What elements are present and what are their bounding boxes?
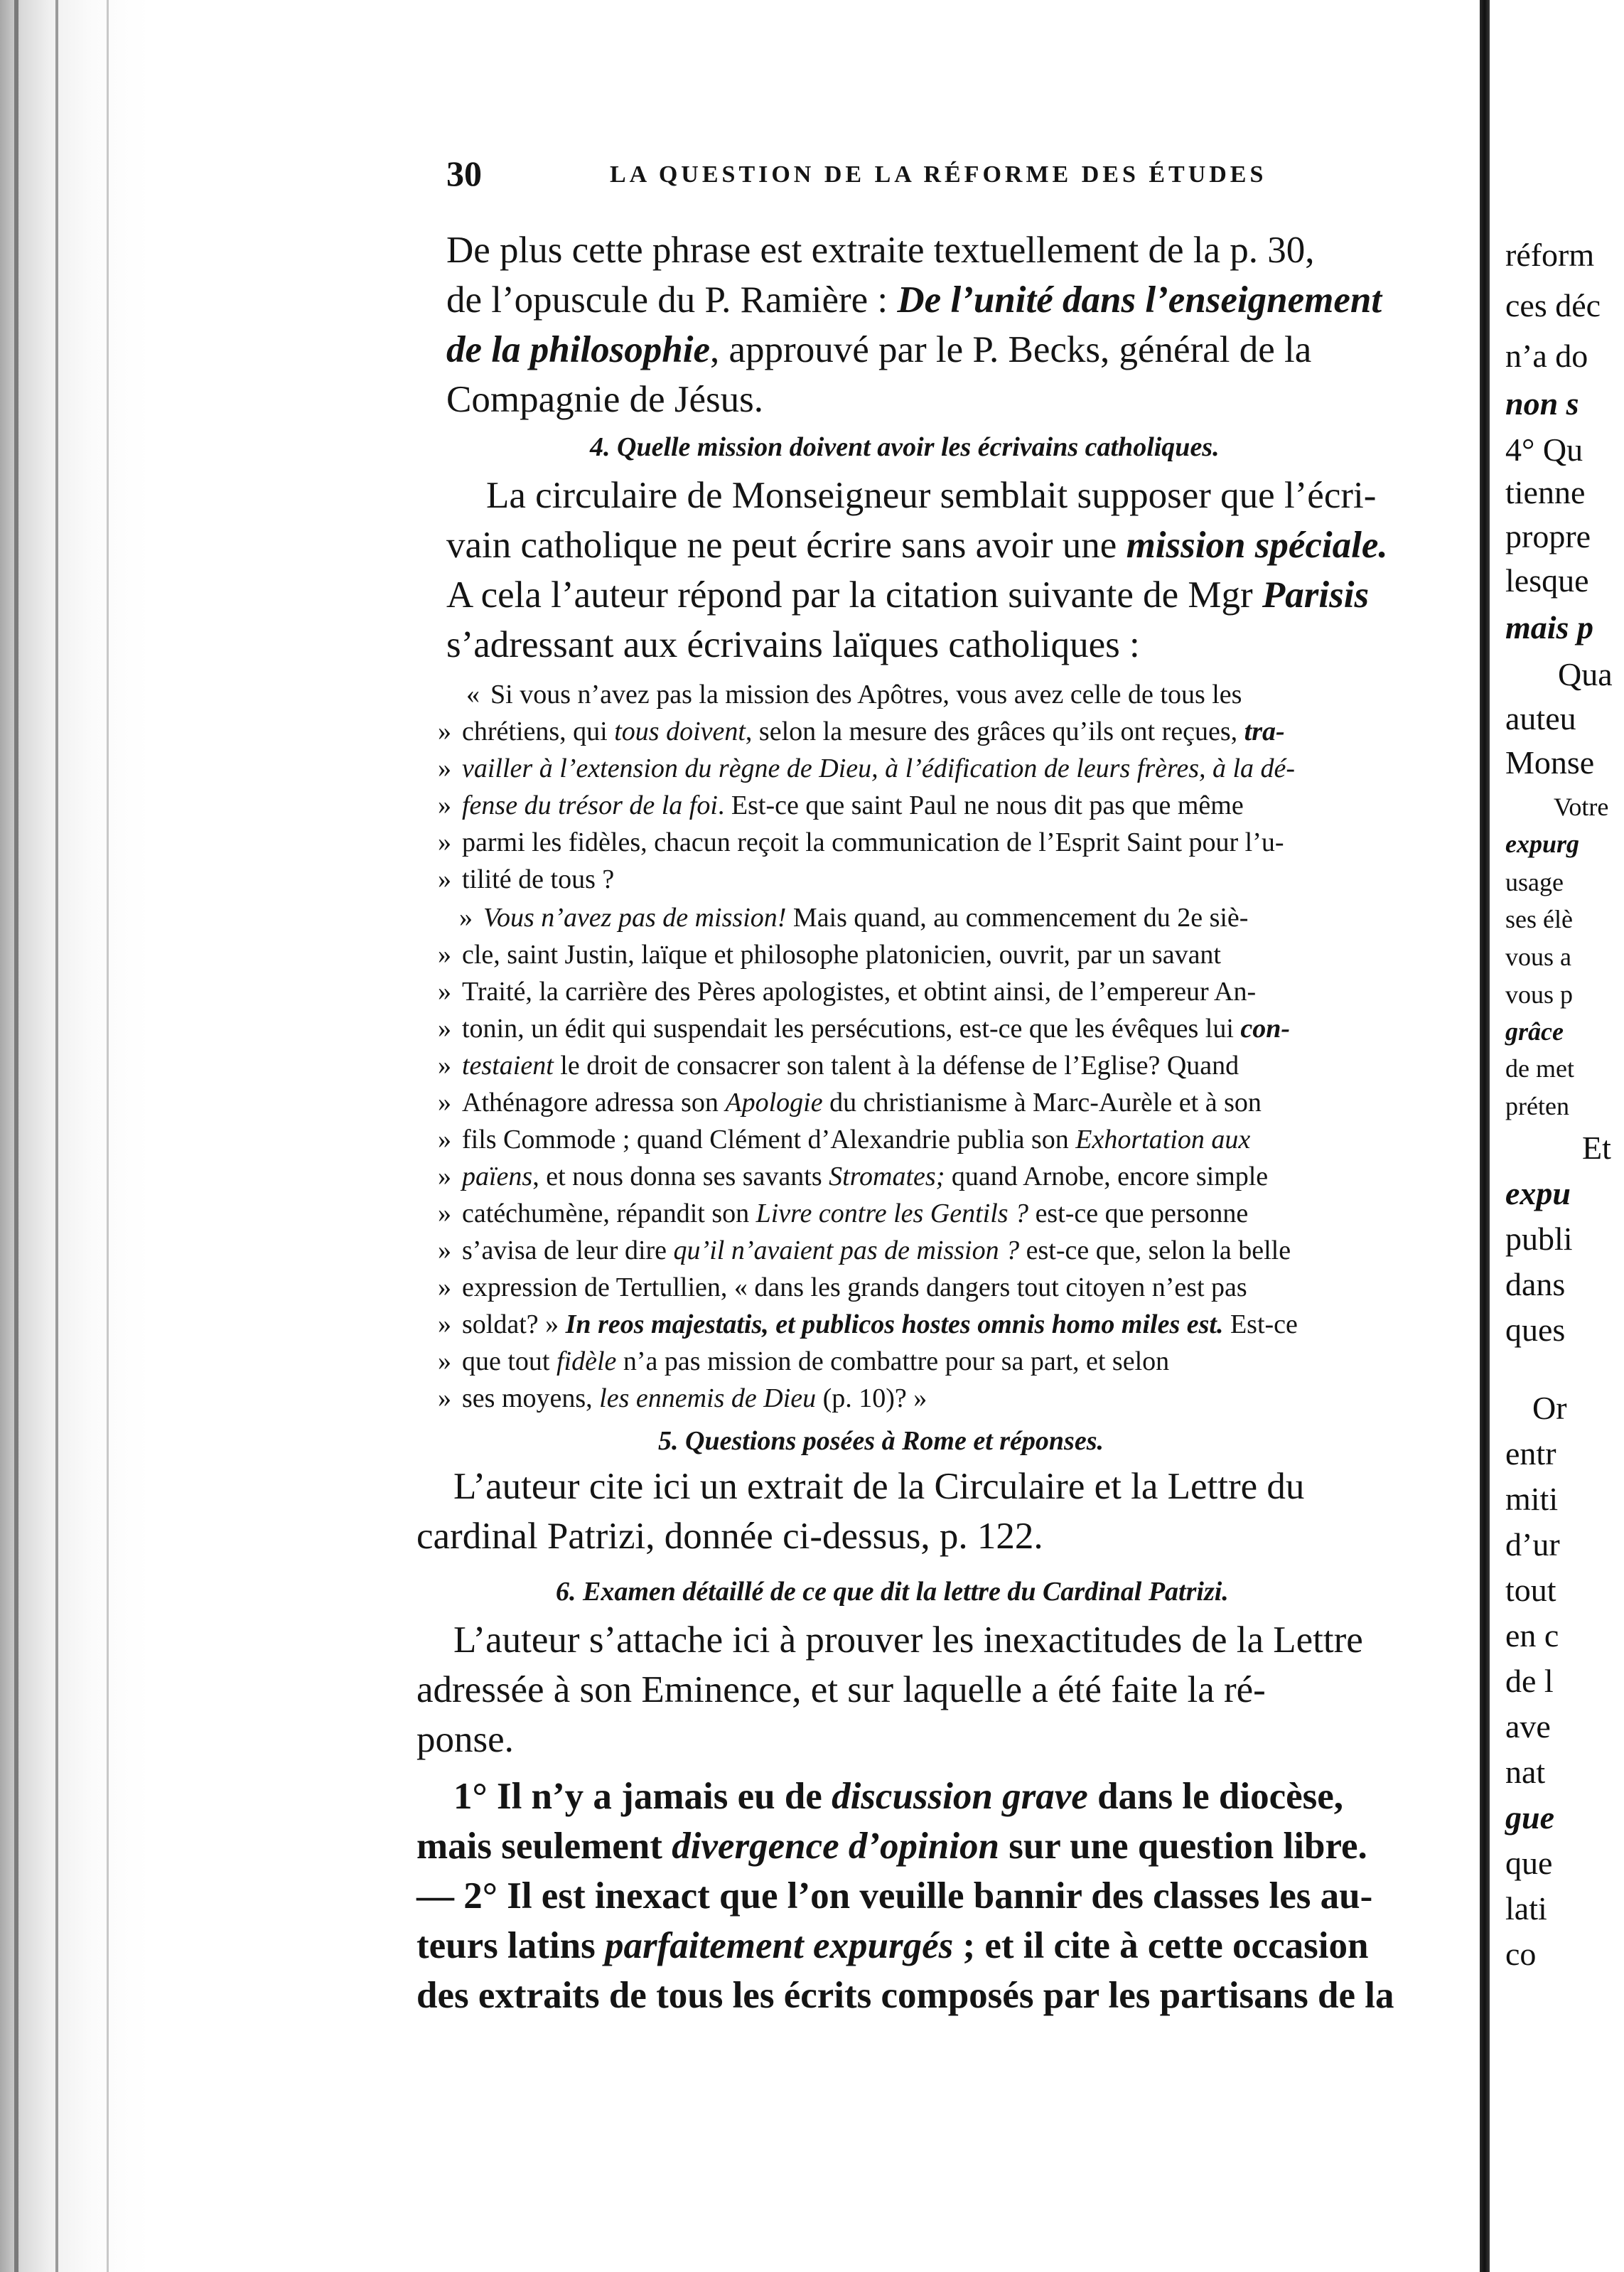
facing-line: Qua xyxy=(1558,656,1613,692)
facing-line: vous p xyxy=(1505,980,1574,1009)
facing-line: Monse xyxy=(1505,744,1595,781)
text-line: de l’opuscule du P. Ramière : De l’unité dans l’enseignement xyxy=(446,279,1382,321)
facing-line: Et xyxy=(1582,1130,1611,1166)
facing-line: lesque xyxy=(1505,562,1589,599)
section-heading: 6. Examen détaillé de ce que dit la lettre du Cardinal Patrizi. xyxy=(556,1577,1229,1607)
facing-line: entr xyxy=(1505,1435,1556,1472)
facing-line: 4° Qu xyxy=(1505,432,1583,468)
quote-line: » tonin, un édit qui suspendait les persécutions, est-ce que les évêques lui con- xyxy=(438,1014,1291,1044)
facing-line: ses élè xyxy=(1505,905,1573,933)
quote-line: » fense du trésor de la foi. Est-ce que saint Paul ne nous dit pas que même xyxy=(438,791,1244,820)
text-line: ponse. xyxy=(416,1719,514,1760)
facing-line: lati xyxy=(1505,1890,1547,1927)
facing-line: de l xyxy=(1505,1663,1554,1699)
page-edge-line xyxy=(107,0,109,2272)
running-title: LA QUESTION DE LA RÉFORME DES ÉTUDES xyxy=(610,161,1267,188)
facing-line: ques xyxy=(1505,1312,1566,1348)
quote-line: » s’avisa de leur dire qu’il n’avaient pas de mission ? est-ce que, selon la belle xyxy=(438,1236,1291,1265)
facing-line: de met xyxy=(1505,1054,1574,1083)
text-line: cardinal Patrizi, donnée ci-dessus, p. 122. xyxy=(416,1516,1043,1557)
page-edge-line xyxy=(55,0,58,2272)
text-line: 1° Il n’y a jamais eu de discussion grave dans le diocèse, xyxy=(453,1776,1344,1817)
facing-line: Or xyxy=(1532,1390,1567,1426)
facing-line: vous a xyxy=(1505,943,1571,971)
facing-line: auteu xyxy=(1505,700,1576,736)
book-page xyxy=(416,153,1475,2016)
text-line: Compagnie de Jésus. xyxy=(446,379,764,420)
quote-line: » Traité, la carrière des Pères apologistes, et obtint ainsi, de l’empereur An- xyxy=(438,977,1257,1007)
section-heading: 4. Quelle mission doivent avoir les écrivains catholiques. xyxy=(590,432,1220,462)
facing-line: tout xyxy=(1505,1572,1556,1608)
facing-line: mais p xyxy=(1505,609,1593,645)
quote-line: » cle, saint Justin, laïque et philosophe platonicien, ouvrit, par un savant xyxy=(438,940,1221,970)
page-number: 30 xyxy=(446,154,482,193)
facing-line: dans xyxy=(1505,1266,1566,1302)
facing-line: co xyxy=(1505,1936,1537,1972)
facing-line: propre xyxy=(1505,518,1591,554)
facing-line: préten xyxy=(1505,1092,1569,1120)
text-line: teurs latins parfaitement expurgés ; et il cite à cette occasion xyxy=(416,1925,1369,1966)
text-line: La circulaire de Monseigneur semblait supposer que l’écri- xyxy=(486,475,1377,516)
page-edge-line xyxy=(14,0,18,2272)
facing-line: Votre xyxy=(1554,793,1609,821)
text-line: mais seulement divergence d’opinion sur une question libre. xyxy=(416,1826,1367,1867)
text-line: L’auteur s’attache ici à prouver les inexactitudes de la Lettre xyxy=(453,1619,1363,1661)
facing-line: ces déc xyxy=(1505,287,1601,323)
facing-line: tienne xyxy=(1505,474,1586,510)
facing-page-fragment xyxy=(1490,0,1624,2272)
facing-line: expu xyxy=(1505,1175,1571,1211)
text-line: — 2° Il est inexact que l’on veuille bannir des classes les au- xyxy=(416,1875,1373,1917)
quote-line: » Athénagore adressa son Apologie du christianisme à Marc-Aurèle et à son xyxy=(438,1088,1262,1118)
section-heading: 5. Questions posées à Rome et réponses. xyxy=(658,1426,1104,1456)
quote-line: « Si vous n’avez pas la mission des Apôtres, vous avez celle de tous les xyxy=(466,680,1242,709)
book-spine xyxy=(1480,0,1490,2272)
facing-line: publi xyxy=(1505,1221,1573,1257)
facing-line: gue xyxy=(1505,1799,1554,1836)
facing-line: n’a do xyxy=(1505,338,1588,374)
facing-line: non s xyxy=(1505,385,1579,422)
text-line: De plus cette phrase est extraite textuellement de la p. 30, xyxy=(446,230,1315,271)
facing-line: ave xyxy=(1505,1708,1551,1745)
facing-line: grâce xyxy=(1505,1017,1564,1046)
facing-line: réform xyxy=(1505,237,1595,273)
quote-line: » païens, et nous donna ses savants Stromates; quand Arnobe, encore simple xyxy=(438,1162,1269,1191)
left-gutter-shadow xyxy=(0,0,149,2272)
quote-line: » que tout fidèle n’a pas mission de combattre pour sa part, et selon xyxy=(438,1346,1170,1376)
text-line: vain catholique ne peut écrire sans avoir une mission spéciale. xyxy=(446,525,1388,566)
quote-line: » tilité de tous ? xyxy=(438,864,615,894)
quote-line: » ses moyens, les ennemis de Dieu (p. 10)? » xyxy=(438,1383,927,1413)
quote-line: » vailler à l’extension du règne de Dieu, à l’édification de leurs frères, à la dé- xyxy=(438,754,1296,783)
facing-line: en c xyxy=(1505,1617,1559,1654)
page-header xyxy=(446,153,1456,203)
quote-line: » soldat? » In reos majestatis, et publicos hostes omnis homo miles est. Est-ce xyxy=(438,1309,1298,1339)
facing-line: expurg xyxy=(1505,830,1580,858)
text-line: des extraits de tous les écrits composés par les partisans de la xyxy=(416,1975,1394,2016)
quote-line: » catéchumène, répandit son Livre contre les Gentils ? est-ce que personne xyxy=(438,1199,1249,1228)
quote-line: » testaient le droit de consacrer son talent à la défense de l’Eglise? Quand xyxy=(438,1051,1239,1081)
quote-line: » expression de Tertullien, « dans les grands dangers tout citoyen n’est pas xyxy=(438,1272,1247,1302)
facing-line: que xyxy=(1505,1845,1553,1881)
facing-line: usage xyxy=(1505,868,1564,896)
text-line: L’auteur cite ici un extrait de la Circulaire et la Lettre du xyxy=(453,1466,1305,1507)
text-line: A cela l’auteur répond par la citation suivante de Mgr Parisis xyxy=(446,574,1370,616)
facing-line: miti xyxy=(1505,1481,1559,1517)
text-line: de la philosophie, approuvé par le P. Becks, général de la xyxy=(446,329,1312,370)
quote-line: » Vous n’avez pas de mission! Mais quand, au commencement du 2e siè- xyxy=(459,903,1249,933)
facing-line: nat xyxy=(1505,1754,1546,1790)
text-line: adressée à son Eminence, et sur laquelle a été faite la ré- xyxy=(416,1669,1266,1710)
text-line: s’adressant aux écrivains laïques catholiques : xyxy=(446,624,1140,665)
facing-line: d’ur xyxy=(1505,1526,1560,1563)
quote-line: » fils Commode ; quand Clément d’Alexandrie publia son Exhortation aux xyxy=(438,1125,1251,1154)
quote-line: » chrétiens, qui tous doivent, selon la mesure des grâces qu’ils ont reçues, tra- xyxy=(438,717,1285,746)
quote-line: » parmi les fidèles, chacun reçoit la communication de l’Esprit Saint pour l’u- xyxy=(438,827,1284,857)
